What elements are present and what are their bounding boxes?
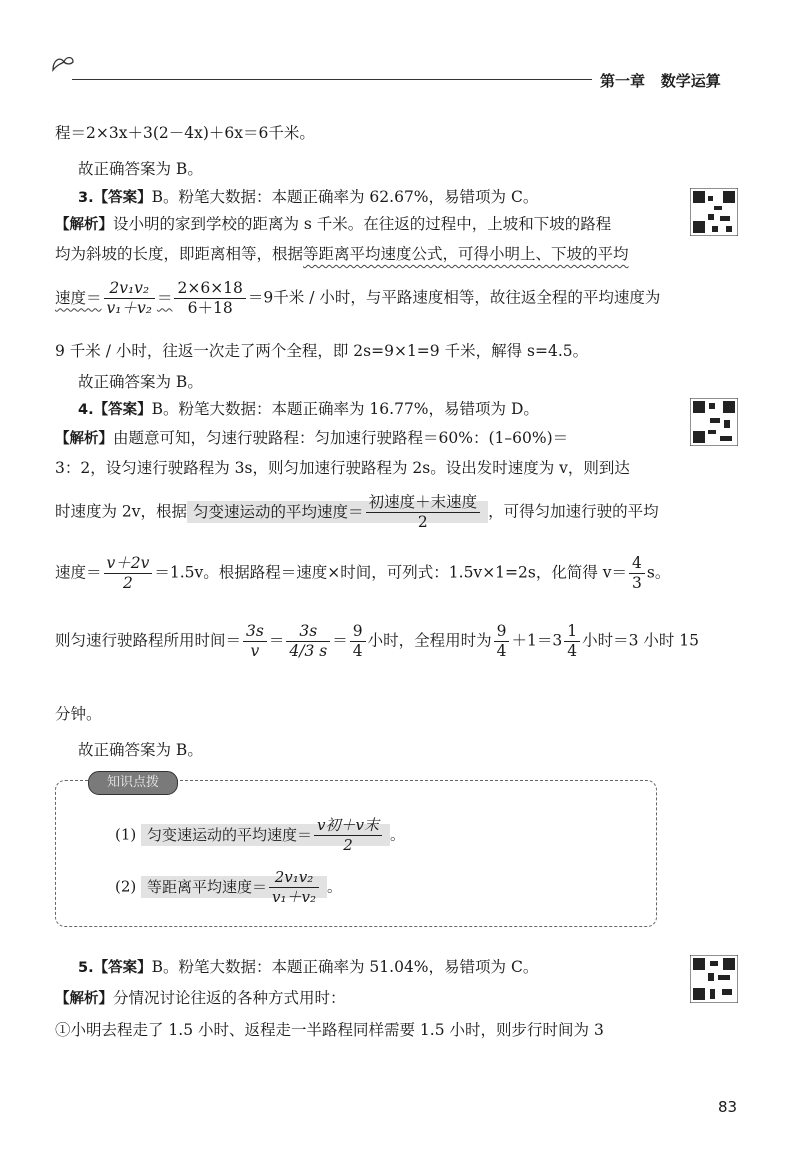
- answer-text: B。粉笔大数据：本题正确率为 16.77%，易错项为 D。: [151, 400, 539, 418]
- equals: ＝: [332, 631, 348, 650]
- tip-row-1: [115, 816, 405, 855]
- answer-tag: 4.【答案】: [78, 402, 152, 418]
- text-span: 则匀速行驶路程所用时间＝: [55, 631, 242, 650]
- fraction: [174, 279, 245, 318]
- text-span: 小时＝3 小时 15: [582, 631, 700, 650]
- text-span: 速度＝: [55, 288, 102, 307]
- numerator: 9: [494, 622, 510, 642]
- numerator: 1: [564, 622, 580, 642]
- text-span: 匀变速运动的平均速度＝: [147, 825, 313, 844]
- fraction: [494, 622, 510, 661]
- text-line: 程＝2×3x＋3(2－4x)＋6x＝6千米。: [55, 124, 315, 142]
- numerator: 初速度＋末速度: [366, 493, 481, 513]
- numerator: v＋2v: [104, 554, 153, 574]
- formula-line: [55, 554, 670, 593]
- analysis-text: 由题意可知，匀速行驶路程：匀加速行驶路程＝60%：(1–60%)＝: [113, 429, 569, 447]
- numerator: 2v₁v₂: [269, 868, 319, 888]
- denominator: 4: [567, 642, 578, 660]
- text-line: 故正确答案为 B。: [78, 741, 203, 759]
- highlighted-text: [187, 493, 488, 531]
- tip-number: (1): [115, 825, 137, 844]
- formula-line: [55, 493, 659, 532]
- denominator: 2: [343, 836, 353, 854]
- fraction: [269, 868, 319, 907]
- fraction: [314, 816, 382, 855]
- formula-line: [55, 279, 660, 318]
- text-span: s。: [646, 563, 671, 582]
- answer-line-3: [78, 187, 538, 208]
- answer-text: B。粉笔大数据：本题正确率为 51.04%，易错项为 C。: [151, 958, 539, 976]
- fraction: [104, 554, 153, 593]
- text-line: 3：2，设匀速行驶路程为 3s，则匀加速行驶路程为 2s。设出发时速度为 v，则到达: [55, 459, 630, 477]
- chapter-title: 数学运算: [660, 72, 721, 90]
- qr-code-icon: [690, 188, 738, 236]
- text-span: 速度＝: [55, 563, 102, 582]
- qr-code-icon: [690, 955, 738, 1003]
- numerator: 2×6×18: [174, 279, 245, 299]
- text-span: 小时，全程用时为: [367, 631, 492, 650]
- denominator: v: [250, 642, 260, 660]
- analysis-line: [55, 428, 568, 449]
- analysis-tag: 【解析】: [55, 217, 113, 233]
- fraction: [629, 554, 645, 593]
- qr-code-icon: [690, 398, 738, 446]
- chapter-label: 第一章: [600, 72, 646, 90]
- numerator: v初＋v末: [314, 816, 382, 836]
- tip-number: (2): [115, 877, 137, 896]
- header-rule: [72, 79, 592, 80]
- denominator: 2: [123, 574, 133, 592]
- text-span: ＝1.5v。根据路程＝速度×时间，可列式：1.5v×1=2s，化简得 v＝: [154, 563, 628, 582]
- text-span: 均为斜坡的长度，即距离相等，根据: [55, 245, 304, 263]
- answer-tag: 5.【答案】: [78, 960, 152, 976]
- fraction: [243, 622, 267, 661]
- numerator: 2v₁v₂: [104, 279, 155, 299]
- numerator: 9: [350, 622, 366, 642]
- fraction: [366, 493, 481, 532]
- formula-line: [55, 622, 699, 661]
- text-span: 匀变速运动的平均速度＝: [193, 502, 364, 521]
- equals: ＝: [156, 288, 173, 307]
- text-line: 分钟。: [55, 705, 102, 723]
- text-span: 。: [327, 877, 343, 896]
- header-title: [600, 70, 721, 91]
- page-number: 83: [718, 1098, 738, 1116]
- denominator: 3: [632, 574, 642, 592]
- highlighted-text: [141, 868, 327, 906]
- text-span: ＋1＝3: [511, 631, 563, 650]
- fraction: [350, 622, 366, 661]
- numerator: 3s: [243, 622, 267, 642]
- analysis-text: 分情况讨论往返的各种方式用时：: [113, 989, 346, 1007]
- text-line: ①小明去程走了 1.5 小时、返程走一半路程同样需要 1.5 小时，则步行时间为 3: [55, 1021, 604, 1039]
- analysis-tag: 【解析】: [55, 991, 113, 1007]
- text-span: 等距离平均速度＝: [147, 877, 268, 896]
- analysis-line: [55, 988, 346, 1009]
- denominator: v₁＋v₂: [106, 299, 152, 317]
- text-line: 故正确答案为 B。: [78, 160, 203, 178]
- tip-row-2: [115, 868, 342, 907]
- fraction: [286, 622, 330, 661]
- denominator: 2: [417, 513, 428, 531]
- text-span: ＝9千米 / 小时，与平路速度相等，故往返全程的平均速度为: [247, 288, 661, 307]
- analysis-text: 设小明的家到学校的距离为 s 千米。在往返的过程中，上坡和下坡的路程: [113, 215, 612, 233]
- denominator: 4/3 s: [289, 642, 328, 660]
- text-span: 。: [390, 825, 406, 844]
- text-line: [55, 244, 629, 264]
- text-line: 故正确答案为 B。: [78, 373, 203, 391]
- text-line: 9 千米 / 小时，往返一次走了两个全程，即 2s=9×1=9 千米，解得 s=4.5。: [55, 342, 589, 360]
- denominator: 4: [352, 642, 363, 660]
- leaf-ornament-icon: [50, 52, 76, 78]
- numerator: 4: [629, 554, 645, 574]
- analysis-tag: 【解析】: [55, 431, 113, 447]
- equals: ＝: [268, 631, 285, 650]
- answer-line-4: [78, 399, 539, 420]
- denominator: v₁＋v₂: [272, 888, 317, 906]
- underlined-text: 等距离平均速度公式，可得小明上、下坡的平均: [303, 245, 629, 263]
- highlighted-text: [141, 816, 390, 854]
- answer-tag: 3.【答案】: [78, 190, 152, 206]
- answer-line-5: [78, 957, 538, 978]
- denominator: 6＋18: [187, 299, 233, 317]
- answer-text: B。粉笔大数据：本题正确率为 62.67%，易错项为 C。: [151, 188, 539, 206]
- fraction: [104, 279, 155, 318]
- fraction: [564, 622, 580, 661]
- numerator: 3s: [286, 622, 330, 642]
- denominator: 4: [496, 642, 507, 660]
- analysis-line: [55, 214, 611, 235]
- tip-box-label: 知识点拨: [88, 771, 178, 795]
- text-span: 时速度为 2v，根据: [55, 502, 188, 521]
- text-span: ，可得匀加速行驶的平均: [488, 502, 659, 521]
